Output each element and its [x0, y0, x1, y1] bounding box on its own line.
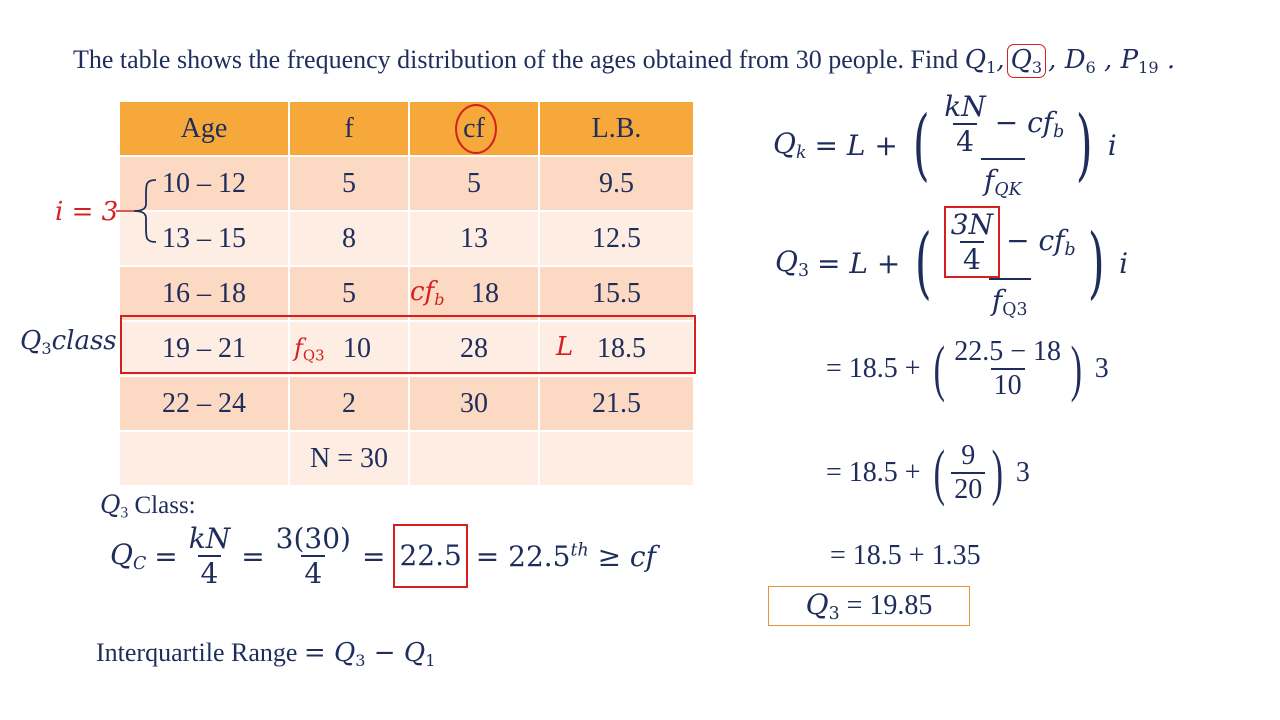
header-lb: L.B. [540, 102, 693, 157]
fq3-annotation: $f_{Q3}$ [294, 334, 325, 365]
cell-f: 5 [290, 157, 410, 212]
p19-symbol: , $P_{19}$ . [1095, 45, 1176, 77]
header-cf: cf [410, 102, 540, 157]
frequency-table [120, 102, 693, 487]
cell-cf [410, 432, 540, 487]
qc-symbol: $Q_C$ [110, 537, 147, 575]
q1-symbol: $Q_1$, [964, 45, 1005, 77]
cell-lb: 21.5 [540, 377, 693, 432]
cell-f: 5 [290, 267, 410, 322]
problem-statement [73, 44, 1175, 78]
cell-lb: 15.5 [540, 267, 693, 322]
simplification-step: = 18.5 + ( $\frac{9}{20}$ ) 3 [826, 439, 1030, 507]
cell-cf: 30 [410, 377, 540, 432]
cell-lb [540, 432, 693, 487]
qc-equation: $Q_C$ = $\frac{kN}{4}$ = $\frac{3(30)}{4}$ = 22.5 = 22.5th ≥ cf [110, 522, 656, 590]
cell-lb: L 18.5 [540, 322, 693, 377]
q3-class-row-highlight [120, 315, 696, 374]
qk-general-formula: $Q_k$ = L + ( $\frac{kN}{4}$ − $cf_b$ $f_{QK}$ ) i [773, 90, 1117, 201]
cell-total-n: N = 30 [290, 432, 410, 487]
cell-age: 16 – 18 [120, 267, 290, 322]
cell-cf: 13 [410, 212, 540, 267]
cf-highlight-circle [455, 104, 497, 154]
cell-cf: 5 [410, 157, 540, 212]
cell-age: 19 – 21 [120, 322, 290, 377]
kn-over-4-fraction: $\frac{kN}{4}$ [188, 522, 231, 590]
addition-step: = 18.5 + 1.35 [830, 540, 981, 571]
cell-age [120, 432, 290, 487]
cell-f: 2 [290, 377, 410, 432]
3n-over-4-boxed: $\frac{3N}{4}$ [944, 206, 1000, 278]
cell-f: $f_{Q3}$ 10 [290, 322, 410, 377]
l-annotation: L [556, 332, 574, 362]
table-row [120, 157, 693, 212]
substitution-step: = 18.5 + ( $\frac{22.5 - 18}{10}$ ) 3 [826, 335, 1109, 403]
cell-lb: 9.5 [540, 157, 693, 212]
q3-result: $Q_3$ = 19.85 [768, 586, 970, 626]
boxed-22-5: 22.5 [393, 524, 467, 588]
q3-class-label: $Q_3class$ [20, 326, 117, 358]
brace-icon [112, 176, 160, 246]
header-age: Age [120, 102, 290, 157]
q3-formula: $Q_3$ = L + ( $\frac{3N}{4}$ − $cf_b$ $f_{Q3}$ ) i [775, 208, 1129, 321]
interval-label: i = 3 [55, 197, 119, 227]
cell-age: 22 – 24 [120, 377, 290, 432]
cell-f: 8 [290, 212, 410, 267]
rhs-22-5th: = 22.5th ≥ cf [475, 539, 656, 573]
q3-class-heading: $Q_3$ Class: [100, 490, 196, 522]
d6-symbol: , $D_6$ [1048, 45, 1096, 77]
table-row [120, 212, 693, 267]
table-header-row [120, 102, 693, 157]
table-row [120, 377, 693, 432]
cell-age: 13 – 15 [120, 212, 290, 267]
problem-text: The table shows the frequency distribution of the ages obtained from 30 people. Find [73, 45, 959, 74]
3-30-over-4-fraction: $\frac{3(30)}{4}$ [275, 522, 351, 590]
header-f: f [290, 102, 410, 157]
cell-lb: 12.5 [540, 212, 693, 267]
cell-cf: $cf_b$ 18 [410, 267, 540, 322]
cell-cf: 28 [410, 322, 540, 377]
interquartile-range-formula: Interquartile Range = $Q_3 - Q_1$ [96, 638, 436, 670]
cell-age: 10 – 12 [120, 157, 290, 212]
table-row [120, 267, 693, 322]
table-row-total [120, 432, 693, 487]
q3-symbol-boxed: $Q_3$ [1007, 44, 1047, 78]
cfb-annotation: $cf_b$ [410, 277, 445, 309]
